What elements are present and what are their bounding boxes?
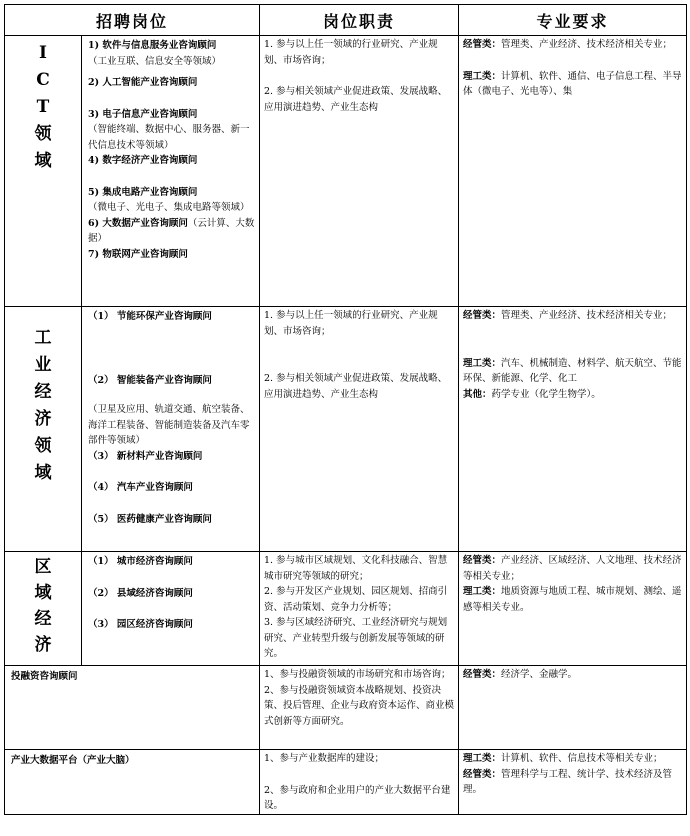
header-row bbox=[5, 5, 687, 36]
row-industrial bbox=[5, 307, 687, 552]
duty-item: 3. 参与区域经济研究、工业经济研究与规划研究、产业转型升级与创新发展等领域的研究。 bbox=[264, 617, 448, 659]
req-text: 汽车、机械制造、材料学、航天航空、节能环保、新能源、化学、化工 bbox=[463, 357, 682, 384]
domain-char: 域 bbox=[34, 463, 52, 483]
header-position: 招聘岗位 bbox=[5, 5, 260, 36]
position-title: 3) 电子信息产业咨询顾问 bbox=[88, 108, 198, 120]
position-note: （微电子、光电子、集成电路等领域） bbox=[88, 202, 250, 213]
req-text: 产业经济、区域经济、人文地理、技术经济等相关专业； bbox=[463, 555, 682, 582]
recruitment-table bbox=[4, 4, 687, 815]
req-text: 管理类、产业经济、技术经济相关专业； bbox=[501, 39, 673, 50]
duty-item: 2、参与投融资领域资本战略规划、投资决策、投后管理、企业与政府资本运作、商业模式创新等方面研究。 bbox=[264, 684, 455, 727]
req-text: 经济学、金融学。 bbox=[501, 669, 578, 680]
position-title-line bbox=[88, 216, 255, 247]
position-title: （4） 汽车产业咨询顾问 bbox=[88, 482, 193, 493]
req-label: 理工类： bbox=[463, 753, 502, 764]
req-item bbox=[463, 667, 682, 683]
domain-char: 领 bbox=[34, 124, 52, 144]
domain-char: 业 bbox=[34, 355, 52, 375]
req-label: 经管类： bbox=[463, 310, 502, 321]
domain-regional bbox=[5, 552, 82, 666]
position-title: 4) 数字经济产业咨询顾问 bbox=[88, 155, 198, 166]
positions-ict bbox=[82, 36, 260, 307]
duty-item: 2、参与政府和企业用户的产业大数据平台建设。 bbox=[264, 784, 451, 811]
req-item bbox=[463, 751, 682, 767]
position-title: （2） 县域经济咨询顾问 bbox=[88, 587, 193, 599]
domain-char: 域 bbox=[34, 151, 52, 171]
req-label: 经管类： bbox=[463, 39, 502, 50]
position-note: （云计算、大数据） bbox=[88, 217, 255, 244]
domain-industrial bbox=[5, 307, 82, 552]
req-item bbox=[463, 69, 682, 100]
req-label: 理工类： bbox=[463, 357, 502, 369]
domain-char: 济 bbox=[34, 635, 52, 655]
position-title: 1) 软件与信息服务业咨询顾问 bbox=[88, 40, 217, 51]
req-item bbox=[463, 356, 682, 387]
position-finance: 投融资咨询顾问 bbox=[5, 666, 260, 750]
position-title: （1） 城市经济咨询顾问 bbox=[88, 556, 193, 567]
position-note: （工业互联、信息安全等领域） bbox=[88, 55, 222, 67]
row-bigdata bbox=[5, 750, 687, 815]
requirements-industrial bbox=[459, 307, 687, 552]
positions-regional bbox=[82, 552, 260, 666]
duty-item: 1. 参与以上任一领域的行业研究、产业规划、市场咨询； bbox=[264, 310, 438, 337]
duties-ict bbox=[260, 36, 459, 307]
domain-char: C bbox=[36, 70, 50, 90]
requirements-ict bbox=[459, 36, 687, 307]
req-text: 计算机、软件、信息技术等相关专业； bbox=[501, 753, 663, 764]
duty-item: 1、参与投融资领域的市场研究和市场咨询； bbox=[264, 669, 451, 680]
duty-item: 1. 参与城市区域规划、文化科技融合、智慧城市研究等领域的研究； bbox=[264, 555, 448, 582]
req-text: 药学专业（化学生物学）。 bbox=[491, 388, 601, 400]
position-title: 5) 集成电路产业咨询顾问 bbox=[88, 186, 198, 198]
position-title: 2) 人工智能产业咨询顾问 bbox=[88, 77, 198, 88]
domain-char: 领 bbox=[34, 436, 52, 456]
req-item bbox=[463, 37, 682, 53]
domain-char: I bbox=[39, 43, 47, 63]
req-label: 理工类： bbox=[463, 70, 502, 82]
duties-industrial bbox=[260, 307, 459, 552]
domain-char: 域 bbox=[34, 583, 52, 603]
duty-item: 2. 参与相关领域产业促进政策、发展战略、应用演进趋势、产业生态构 bbox=[264, 373, 448, 400]
position-title: 6) 大数据产业咨询顾问 bbox=[88, 217, 188, 229]
duty-item: 1. 参与以上任一领域的行业研究、产业规划、市场咨询； bbox=[264, 39, 438, 66]
header-duties: 岗位职责 bbox=[260, 5, 459, 36]
req-item bbox=[463, 308, 682, 324]
header-requirements: 专业要求 bbox=[459, 5, 687, 36]
req-item bbox=[463, 387, 682, 403]
requirements-regional bbox=[459, 552, 687, 666]
position-title: （3） 新材料产业咨询顾问 bbox=[88, 450, 203, 462]
position-bigdata: 产业大数据平台（产业大脑） bbox=[5, 750, 260, 815]
duty-item: 1、参与产业数据库的建设； bbox=[264, 753, 385, 764]
req-label: 经管类： bbox=[463, 555, 502, 566]
req-item bbox=[463, 767, 682, 798]
req-text: 计算机、软件、通信、电子信息工程、半导体（微电子、光电等）、集 bbox=[463, 70, 682, 97]
req-text: 管理类、产业经济、技术经济相关专业； bbox=[501, 310, 673, 321]
domain-char: 经 bbox=[34, 382, 52, 402]
domain-ict bbox=[5, 36, 82, 307]
positions-industrial bbox=[82, 307, 260, 552]
position-title: （5） 医药健康产业咨询顾问 bbox=[88, 513, 212, 525]
position-note: （卫星及应用、轨道交通、航空装备、海洋工程装备、智能制造装备及汽车零部件等领域） bbox=[88, 404, 250, 446]
position-note: （智能终端、数据中心、服务器、新一代信息技术等领域） bbox=[88, 124, 250, 151]
domain-char: 区 bbox=[34, 557, 52, 577]
req-item bbox=[463, 584, 682, 615]
duties-finance bbox=[260, 666, 459, 750]
row-finance bbox=[5, 666, 687, 750]
req-label: 其他： bbox=[463, 388, 492, 400]
domain-char: 济 bbox=[34, 409, 52, 429]
position-title: （1） 节能环保产业咨询顾问 bbox=[88, 311, 212, 322]
position-title: （3） 园区经济咨询顾问 bbox=[88, 619, 193, 630]
domain-char: 工 bbox=[34, 328, 52, 348]
req-text: 管理科学与工程、统计学、技术经济及管理。 bbox=[463, 768, 673, 795]
position-title: 7) 物联网产业咨询顾问 bbox=[88, 248, 188, 260]
requirements-finance bbox=[459, 666, 687, 750]
duties-bigdata bbox=[260, 750, 459, 815]
req-text: 地质资源与地质工程、城市规划、测绘、遥感等相关专业。 bbox=[463, 586, 682, 613]
domain-char: 经 bbox=[34, 609, 52, 629]
req-label: 经管类： bbox=[463, 669, 502, 680]
duty-item: 2. 参与开发区产业规划、园区规划、招商引资、活动策划、竞争力分析等； bbox=[264, 586, 448, 613]
domain-char: T bbox=[36, 97, 50, 117]
req-label: 经管类： bbox=[463, 768, 502, 780]
requirements-bigdata bbox=[459, 750, 687, 815]
duties-regional bbox=[260, 552, 459, 666]
req-label: 理工类： bbox=[463, 586, 502, 597]
row-regional bbox=[5, 552, 687, 666]
position-title: （2） 智能装备产业咨询顾问 bbox=[88, 374, 212, 386]
row-ict bbox=[5, 36, 687, 307]
duty-item: 2. 参与相关领域产业促进政策、发展战略、应用演进趋势、产业生态构 bbox=[264, 86, 448, 113]
req-item bbox=[463, 553, 682, 584]
